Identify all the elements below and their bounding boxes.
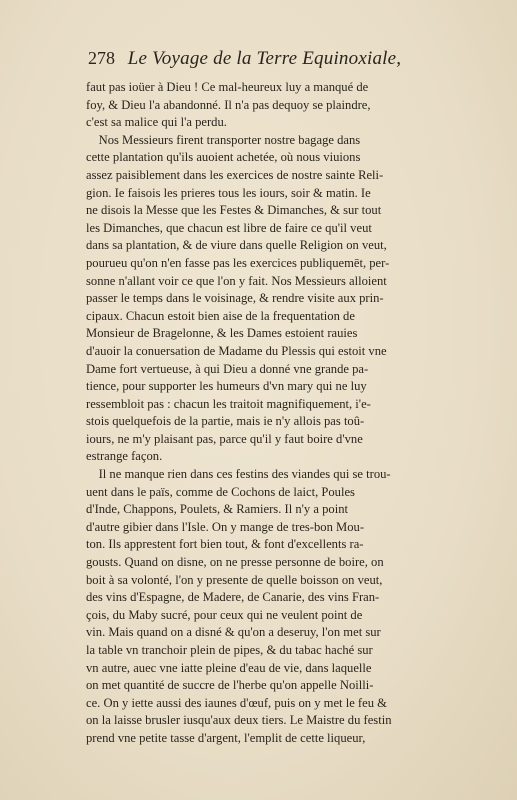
- page-header: [88, 48, 460, 74]
- text-line: assez paisiblement dans les exercices de nostre sainte Reli-: [86, 167, 384, 182]
- text-line: çois, du Maby sucré, pour ceux qui ne veulent point de: [86, 607, 363, 622]
- text-line: dans sa plantation, & de viure dans quelle Religion on veut,: [86, 238, 387, 253]
- text-line: c'est sa malice qui l'a perdu.: [86, 115, 227, 130]
- text-line: estrange façon.: [86, 449, 163, 464]
- text-line: prend vne petite tasse d'argent, l'emplit de cette liqueur,: [86, 730, 366, 745]
- text-line: cette plantation qu'ils auoient achetée, où nous viuions: [86, 150, 361, 165]
- text-line: d'auoir la conuersation de Madame du Plessis qui estoit vne: [86, 343, 387, 358]
- body-text: [86, 79, 466, 748]
- text-line: foy, & Dieu l'a abandonné. Il n'a pas dequoy se plaindre,: [86, 97, 371, 112]
- text-line: des vins d'Espagne, de Madere, de Canarie, des vins Fran-: [86, 590, 380, 605]
- text-line: sonne n'allant voir ce que l'on y fait. Nos Messieurs alloient: [86, 273, 387, 288]
- text-line: vin. Mais quand on a disné & qu'on a deseruy, l'on met sur: [86, 625, 381, 640]
- running-title: Le Voyage de la Terre Equinoxiale,: [127, 48, 402, 69]
- text-line: ton. Ils apprestent fort bien tout, & font d'excellents ra-: [86, 537, 364, 552]
- text-line: faut pas ioüer à Dieu ! Ce mal-heureux luy a manqué de: [86, 80, 369, 94]
- text-line: uent dans le païs, comme de Cochons de laict, Poules: [86, 484, 355, 499]
- text-line: gousts. Quand on disne, on ne presse personne de boire, on: [86, 555, 384, 570]
- text-line: la table vn tranchoir plein de pipes, & du tabac haché sur: [86, 643, 373, 657]
- text-line: vn autre, auec vne iatte pleine d'eau de vie, dans laquelle: [86, 660, 372, 675]
- text-line: d'Inde, Chappons, Poulets, & Ramiers. Il n'y a point: [86, 502, 348, 517]
- text-line: iours, ne m'y plaisant pas, parce qu'il y faut boire d'vne: [86, 431, 363, 446]
- text-line: on met quantité de succre de l'herbe qu'on appelle Noilli-: [86, 678, 374, 693]
- text-line: stois quelquefois de la partie, mais ie n'y allois pas toû-: [86, 414, 365, 429]
- page-number: 278: [88, 48, 115, 68]
- text-line: Monsieur de Bragelonne, & les Dames estoient rauies: [86, 326, 358, 341]
- text-line: Dame fort vertueuse, à qui Dieu a donné vne grande pa-: [86, 361, 369, 376]
- text-line: cipaux. Chacun estoit bien aise de la frequentation de: [86, 308, 355, 323]
- text-line: Il ne manque rien dans ces festins des viandes qui se trou-: [86, 467, 391, 482]
- text-line: pourueu qu'on n'en fasse pas les exercices publiquemēt, per-: [86, 255, 390, 270]
- text-line: on la laisse brusler iusqu'aux deux tiers. Le Maistre du festin: [86, 713, 392, 728]
- text-line: Nos Messieurs firent transporter nostre bagage dans: [86, 132, 361, 147]
- text-line: ce. On y iette aussi des iaunes d'œuf, puis on y met le feu &: [86, 695, 387, 710]
- text-line: passer le temps dans le voisinage, & rendre visite aux prin-: [86, 291, 384, 306]
- text-line: ressembloit pas : chacun les traitoit magnifiquement, i'e-: [86, 396, 371, 411]
- text-line: les Dimanches, que chacun est libre de faire ce qu'il veut: [86, 220, 372, 235]
- text-line: d'autre gibier dans l'Isle. On y mange de tres-bon Mou-: [86, 519, 365, 534]
- text-line: boit à sa volonté, l'on y presente de quelle boisson on veut,: [86, 572, 383, 587]
- text-line: tience, pour supporter les humeurs d'vn mary qui ne luy: [86, 379, 367, 394]
- text-line: gion. Ie faisois les prieres tous les iours, soir & matin. Ie: [86, 185, 371, 200]
- text-line: ne disois la Messe que les Festes & Dimanches, & sur tout: [86, 203, 382, 218]
